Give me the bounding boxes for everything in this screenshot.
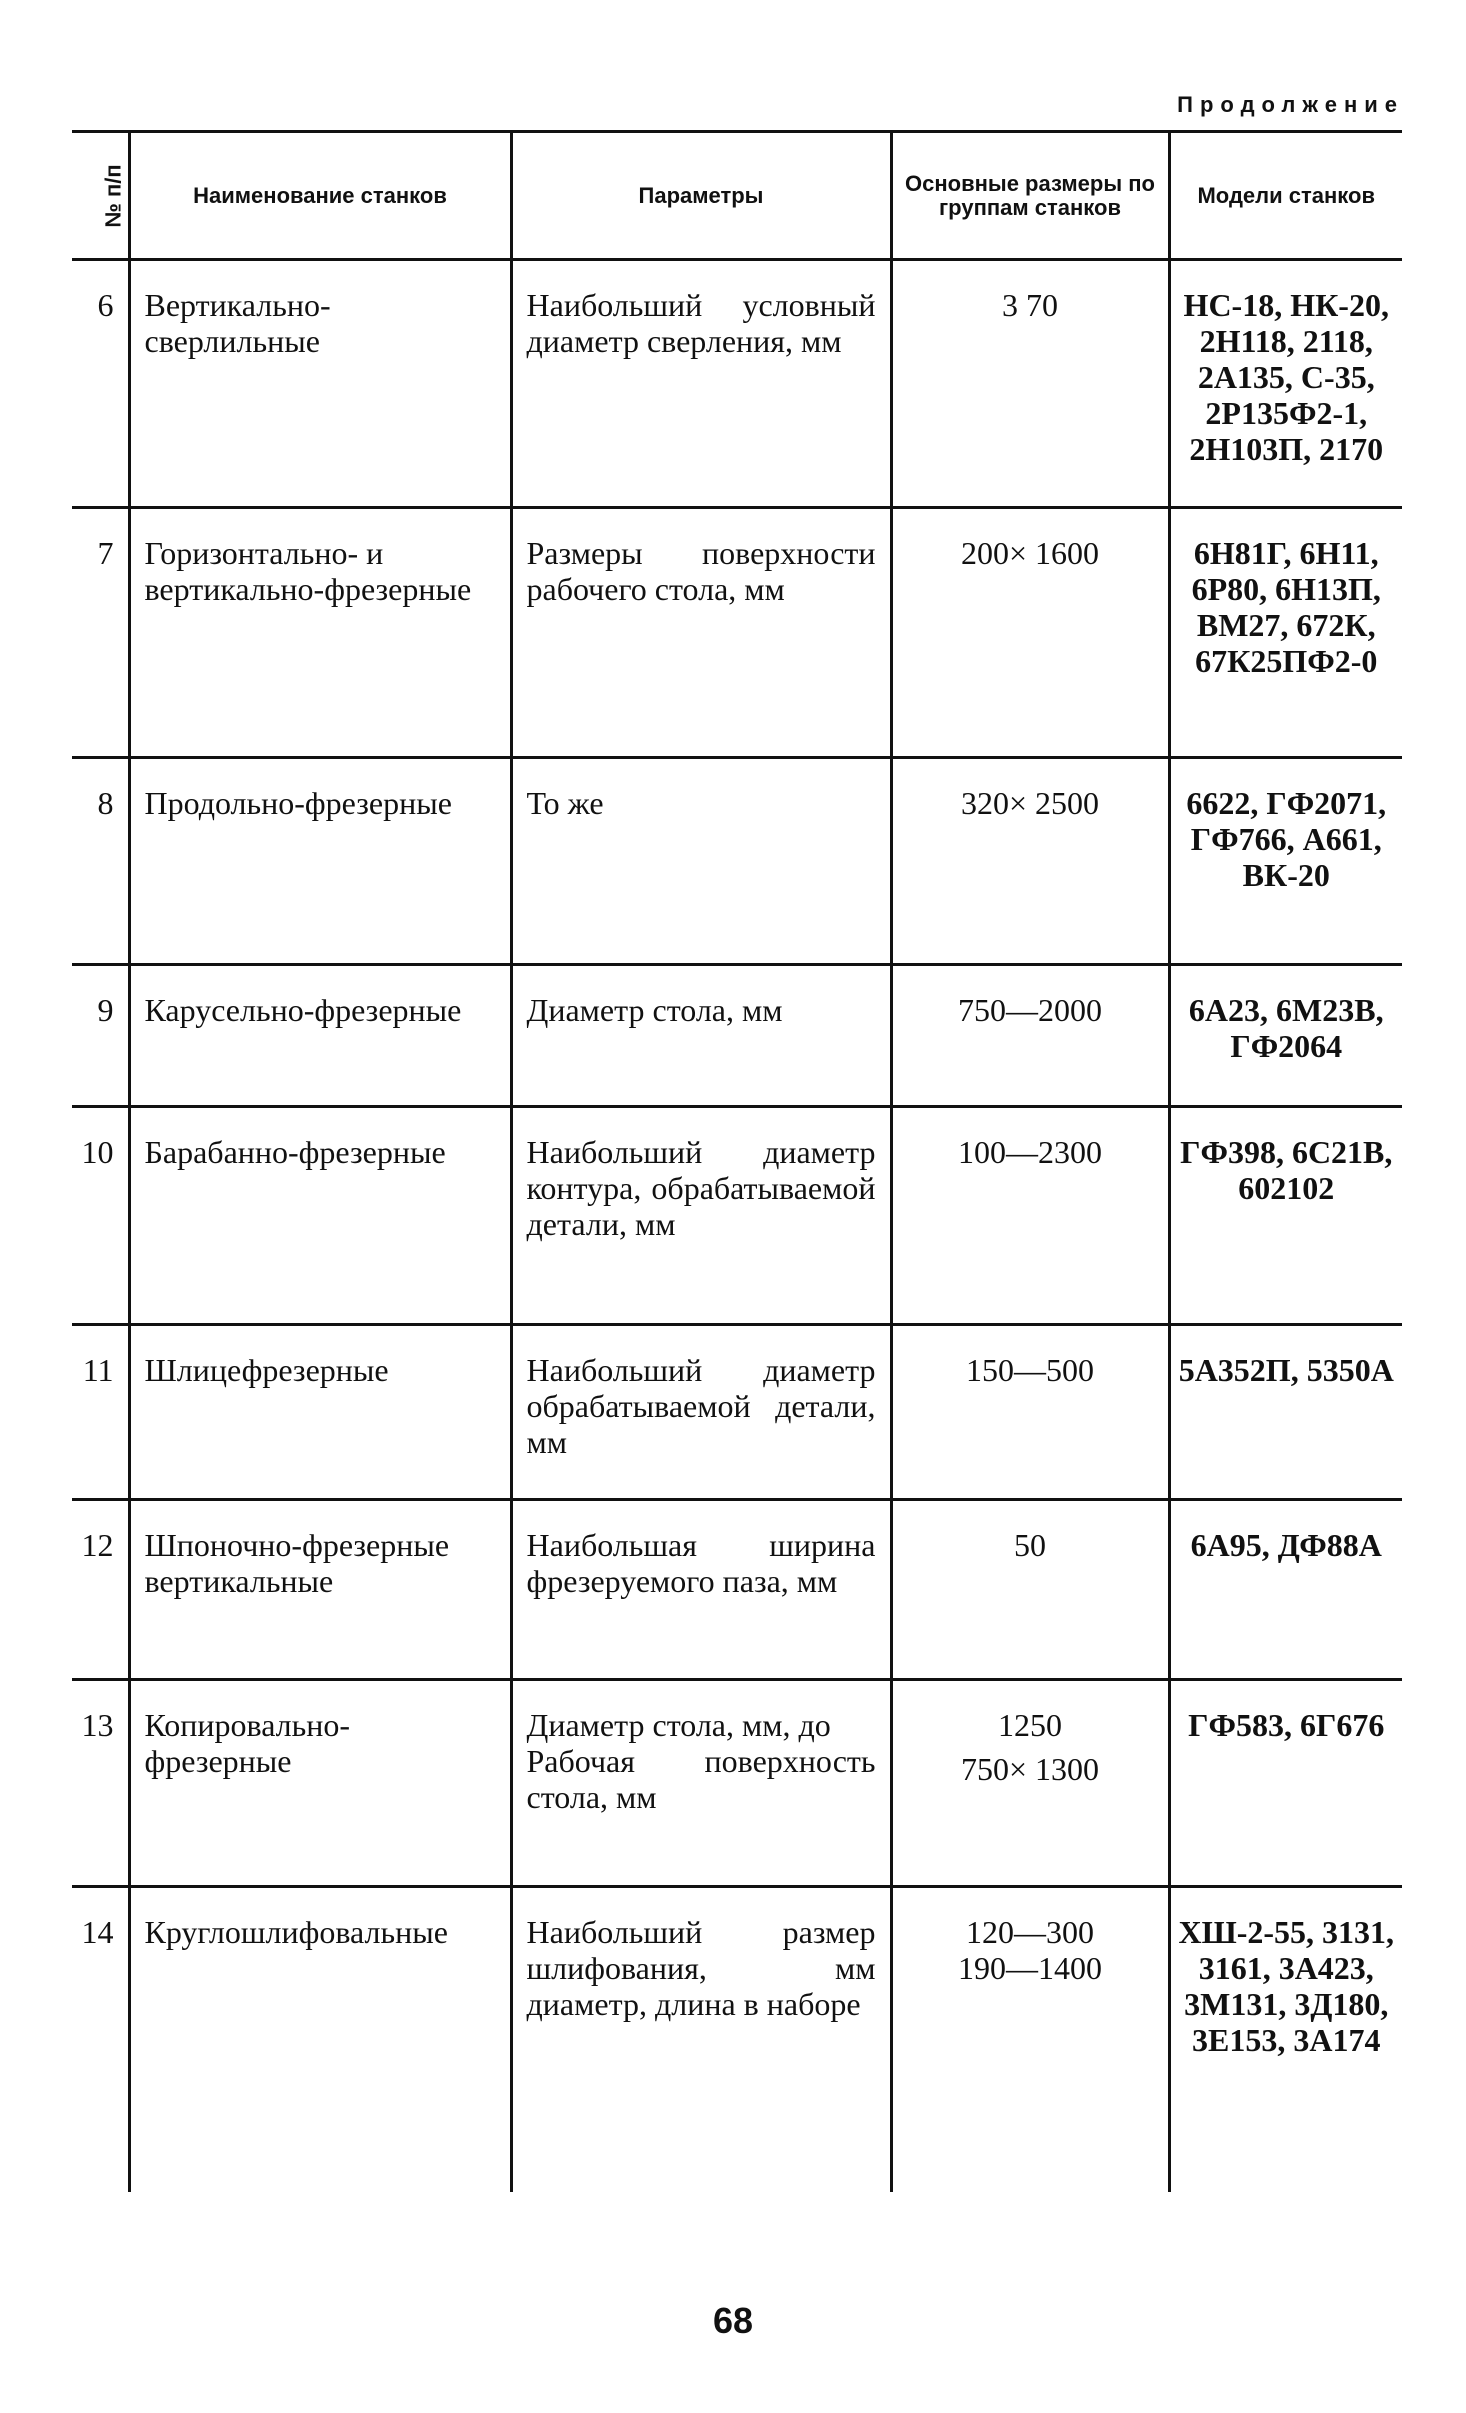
row-number: 12 (72, 1500, 129, 1680)
machine-models: 6Н81Г, 6Н11, 6Р80, 6Н13П, ВМ27, 672К, 67К25ПФ2-0 (1169, 508, 1402, 758)
machine-name: Карусельно-фрезерные (129, 965, 511, 1107)
row-number: 8 (72, 758, 129, 965)
row-number: 10 (72, 1107, 129, 1325)
row-number: 14 (81, 1914, 114, 1950)
machine-name: Круглошлифовальные (129, 1887, 511, 2192)
main-size: 100—2300 (891, 1107, 1169, 1325)
machine-name: Вертикально-сверлильные (129, 260, 511, 508)
machine-models: 5А352П, 5350А (1169, 1325, 1402, 1500)
parameter: Диаметр стола, мм (511, 965, 891, 1107)
machine-models: ХШ-2-55, 3131, 3161, 3А423, 3М131, 3Д180, 3Е153, 3А174 (1169, 1887, 1402, 2192)
header-models: Модели станков (1169, 132, 1402, 260)
row-number: 13 (72, 1680, 129, 1887)
machine-models: 6А23, 6М23В, ГФ2064 (1169, 965, 1402, 1107)
machine-name: Барабанно-фрезерные (129, 1107, 511, 1325)
header-name: Наименование станков (129, 132, 511, 260)
machine-models: 6622, ГФ2071, ГФ766, А661, ВК-20 (1169, 758, 1402, 965)
machine-name: Шлицефрезерные (129, 1325, 511, 1500)
machine-models: 6А95, ДФ88А (1169, 1500, 1402, 1680)
parameter: Наибольший диаметр контура, обрабатываемой детали, мм (511, 1107, 891, 1325)
machine-tools-table (72, 130, 1402, 2192)
table-row (72, 965, 1402, 1107)
table-header-row (72, 132, 1402, 260)
table-row (72, 260, 1402, 508)
main-size: 120—300 190—1400 (891, 1887, 1169, 2192)
parameter: То же (511, 758, 891, 965)
page-number: 68 (712, 2300, 754, 2341)
machine-models: НС-18, НК-20, 2Н118, 2118, 2А135, С-35, 2Р135Ф2-1, 2Н103П, 2170 (1169, 260, 1402, 508)
row-number: 11 (72, 1325, 129, 1500)
main-size: 200× 1600 (891, 508, 1169, 758)
machine-name: Продольно-фрезерные (129, 758, 511, 965)
table-row (72, 1107, 1402, 1325)
table-row (72, 1680, 1402, 1887)
machine-name: Горизонтально- и вертикально-фрезерные (129, 508, 511, 758)
row-number: 7 (72, 508, 129, 758)
main-size: 750—2000 (891, 965, 1169, 1107)
row-number: 9 (72, 965, 129, 1107)
machine-name: Копировально-фрезерные (129, 1680, 511, 1887)
machine-name: Шпоночно-фрезерные вертикальные (129, 1500, 511, 1680)
table-row (72, 758, 1402, 965)
main-size: 3 70 (891, 260, 1169, 508)
main-size: 320× 2500 (891, 758, 1169, 965)
parameter: Размеры поверхности рабочего стола, мм (511, 508, 891, 758)
header-sizes: Основные размеры по группам станков (891, 132, 1169, 260)
parameter: Диаметр стола, мм, до Рабочая поверхность стола, мм (511, 1680, 891, 1887)
table-row (72, 1325, 1402, 1500)
table-row (72, 508, 1402, 758)
main-size: 1250 750× 1300 (891, 1680, 1169, 1887)
parameter: Наибольшая ширина фрезеруемого паза, мм (511, 1500, 891, 1680)
parameter: Наибольший диаметр обрабатываемой детали, мм (511, 1325, 891, 1500)
header-params: Параметры (511, 132, 891, 260)
parameter: Наибольший размер шлифования, мм диаметр, длина в наборе (511, 1887, 891, 2192)
table-row (72, 1887, 1402, 2192)
main-size: 50 (891, 1500, 1169, 1680)
main-size: 150—500 (891, 1325, 1169, 1500)
header-number: № п/п (72, 132, 129, 260)
table-row (72, 1500, 1402, 1680)
parameter: Наибольший условный диаметр сверления, мм (511, 260, 891, 508)
machine-models: ГФ398, 6С21В, 602102 (1169, 1107, 1402, 1325)
continuation-label: Продолжение (1177, 92, 1404, 117)
machine-models: ГФ583, 6Г676 (1169, 1680, 1402, 1887)
row-number: 6 (72, 260, 129, 508)
